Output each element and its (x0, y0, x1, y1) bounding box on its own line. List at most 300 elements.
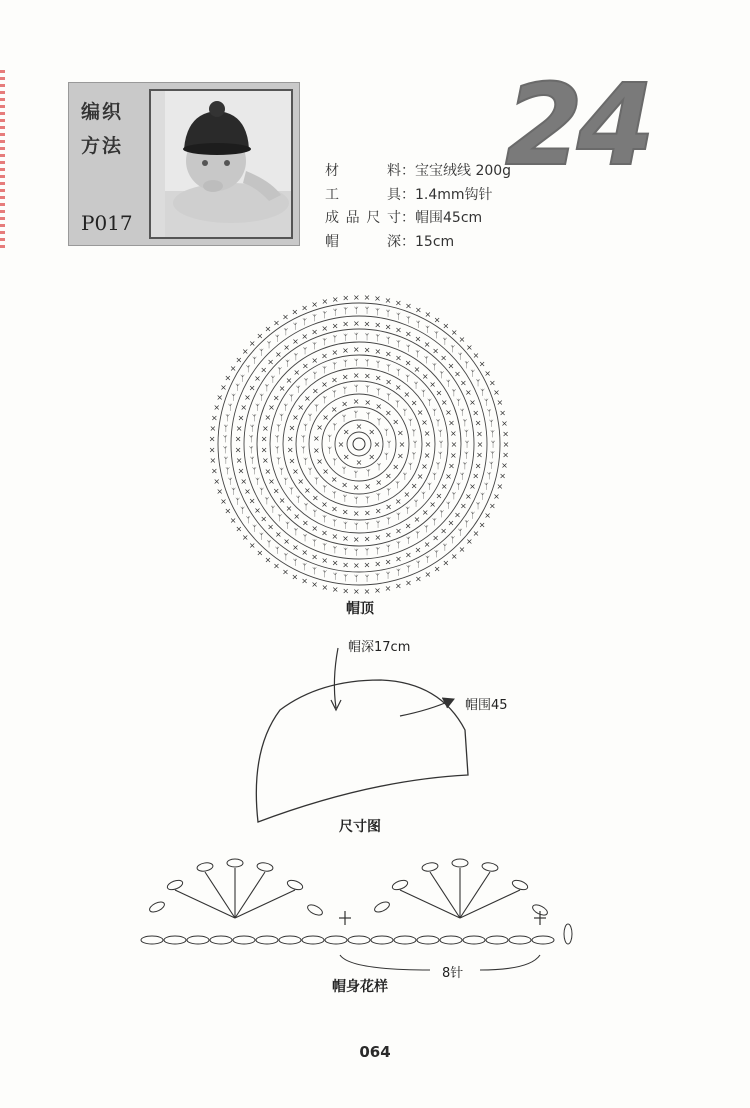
stitch-mark: ᛉ (434, 330, 439, 340)
stitch-mark: × (450, 429, 457, 439)
stitch-mark: ᛉ (225, 413, 231, 423)
spec-key: 材 料 (325, 163, 401, 179)
stitch-mark: × (394, 581, 402, 591)
stitch-mark: × (220, 383, 227, 393)
stitch-mark: ᛉ (342, 385, 348, 395)
stitch-mark: ᛉ (341, 414, 347, 424)
stitch-mark: × (447, 518, 455, 528)
stitch-mark: ᛉ (413, 498, 419, 508)
stitch-mark: ᛉ (322, 395, 328, 405)
stitch-mark: ᛉ (279, 413, 284, 423)
stitch-mark: ᛉ (279, 466, 284, 476)
stitch-mark: × (288, 423, 296, 433)
stitch-mark: × (421, 371, 429, 381)
stitch-mark: ᛉ (425, 555, 430, 565)
stitch-mark: × (244, 393, 251, 403)
stitch-mark: × (502, 450, 509, 460)
stitch-mark: × (235, 423, 243, 433)
stitch-mark: × (272, 393, 280, 403)
stitch-mark: ᛉ (402, 471, 408, 481)
stitch-mark: × (440, 398, 448, 408)
stitch-mark: ᛉ (341, 465, 347, 475)
stitch-mark: × (216, 486, 224, 496)
stitch-mark: × (363, 508, 371, 518)
stitch-mark: × (322, 412, 329, 422)
stitch-mark: × (465, 342, 473, 352)
stitch-mark: × (429, 379, 436, 389)
stitch-mark: × (244, 486, 251, 496)
stitch-mark: ᛉ (364, 358, 370, 368)
stitch-mark: ᛉ (432, 517, 437, 527)
stitch-mark: × (313, 445, 320, 455)
stitch-mark: × (440, 526, 447, 536)
stitch-mark: ᛉ (302, 533, 308, 543)
spec-key: 成 品 尺 寸 (325, 210, 401, 226)
stitch-mark: × (355, 458, 363, 467)
stitch-mark: ᛉ (353, 573, 359, 583)
spec-key: 帽 深 (325, 233, 401, 250)
stitch-mark: × (423, 451, 431, 461)
stitch-mark: × (264, 324, 272, 334)
stitch-mark: × (469, 398, 476, 408)
stitch-mark: × (352, 293, 360, 303)
stitch-mark: ᛉ (475, 501, 481, 511)
stitch-mark: ᛉ (322, 569, 328, 579)
stitch-mark: × (208, 434, 216, 444)
stitch-mark: ᛉ (457, 352, 463, 362)
stitch-mark: ᛉ (375, 519, 381, 529)
stitch-mark: × (321, 323, 329, 333)
stitch-mark: × (209, 424, 217, 434)
stitch-mark: × (297, 403, 305, 413)
stitch-mark: × (450, 552, 458, 562)
stitch-mark: ᛉ (353, 306, 359, 316)
stitch-mark: × (241, 533, 249, 543)
stitch-mark: × (302, 518, 309, 528)
stitch-mark: × (321, 351, 328, 361)
stitch-mark: × (394, 298, 402, 308)
stitch-mark: ᛉ (438, 440, 444, 449)
stitch-mark: ᛉ (300, 434, 306, 444)
stitch-mark: × (478, 359, 486, 369)
stitch-mark: ᛉ (322, 337, 328, 347)
stitch-mark: ᛉ (303, 423, 308, 433)
stitch-mark: ᛉ (223, 424, 229, 434)
stitch-mark: ᛉ (457, 527, 463, 537)
stitch-mark: × (352, 319, 360, 329)
stitch-mark: ᛉ (314, 476, 319, 486)
chain-loop (391, 879, 409, 892)
stitch-mark: × (229, 515, 237, 525)
stitch-mark: × (423, 540, 431, 550)
stitch-mark: × (352, 534, 360, 544)
stitch-mark: ᛉ (475, 378, 481, 388)
stitch-mark: × (440, 353, 447, 363)
stitch-mark: × (234, 445, 242, 455)
stitch-mark: ᛉ (423, 355, 429, 365)
stitch-mark: × (301, 576, 308, 586)
specs-list (325, 160, 511, 254)
stitch-mark: ᛉ (386, 516, 391, 526)
crown-ring (322, 404, 396, 481)
spec-row: 帽 深 ： 15cm (325, 231, 511, 255)
stitch-mark: × (241, 346, 249, 356)
stitch-mark: × (423, 339, 431, 349)
stitch-mark: ᛉ (302, 562, 308, 572)
stitch-mark: × (234, 434, 242, 444)
stitch-mark: × (474, 418, 482, 428)
crown-ring (270, 355, 448, 536)
stitch-mark: × (268, 476, 275, 486)
spec-key: 工 具 (325, 186, 401, 203)
stitch-mark: ᛉ (295, 495, 301, 505)
chain-loop (481, 862, 498, 873)
stitch-mark: ᛉ (322, 310, 328, 320)
stitch-mark: × (291, 307, 299, 317)
stitch-mark: × (274, 530, 282, 540)
stitch-mark: × (394, 496, 402, 506)
stitch-mark: ᛉ (405, 536, 411, 546)
stitch-mark: ᛉ (456, 481, 461, 491)
stitch-mark: × (278, 495, 286, 505)
stitch-mark: ᛉ (413, 381, 419, 391)
stitch-mark: ᛉ (464, 429, 469, 439)
stitch-mark: × (355, 422, 363, 431)
stitch-mark: ᛉ (450, 344, 456, 354)
chain-stitch (394, 936, 416, 944)
stitch-mark: ᛉ (227, 403, 233, 413)
stitch-mark: × (416, 407, 424, 417)
stitch-mark: × (385, 530, 392, 540)
stitch-mark: × (374, 506, 382, 516)
stitch-mark: ᛉ (364, 332, 370, 342)
stitch-mark: ᛉ (235, 496, 241, 506)
stitch-mark: ᛉ (456, 398, 461, 408)
stitch-mark: × (374, 373, 382, 383)
stitch-mark: × (216, 393, 224, 403)
stitch-mark: × (368, 452, 376, 462)
chain-stitch (256, 936, 278, 944)
stitch-mark: ᛉ (405, 373, 411, 383)
stitch-mark: × (292, 412, 299, 422)
stitch-mark: × (292, 337, 299, 347)
stitch-mark: × (301, 331, 309, 341)
stitch-mark: ᛉ (365, 495, 370, 505)
stitch-mark: ᛉ (259, 486, 265, 496)
stitch-mark: × (458, 335, 466, 345)
stitch-mark: × (292, 467, 299, 477)
stitch-mark: × (268, 403, 275, 413)
stitch-mark: ᛉ (274, 546, 280, 556)
stitch-mark: × (424, 569, 432, 579)
stitch-mark: ᛉ (303, 456, 308, 466)
stitch-mark: ᛉ (437, 450, 443, 460)
stitch-mark: ᛉ (343, 332, 348, 342)
stitch-mark: ᛉ (396, 540, 401, 550)
stitch-mark: ᛉ (365, 411, 371, 421)
stitch-mark: × (394, 383, 402, 393)
stitch-mark: × (316, 457, 323, 467)
stitch-mark: × (459, 378, 467, 388)
stitch-mark: ᛉ (245, 364, 251, 374)
stitch-mark: × (260, 514, 268, 524)
stitch-mark: × (442, 321, 450, 331)
stitch-mark: ᛉ (451, 388, 457, 398)
stitch-mark: ᛉ (395, 568, 401, 578)
stitch-mark: × (311, 580, 318, 590)
stitch-mark: ᛉ (327, 446, 333, 456)
stitch-mark: × (464, 388, 472, 398)
chain-stitch (279, 936, 301, 944)
stitch-mark: × (248, 496, 256, 506)
stitch-mark: × (229, 364, 237, 374)
stitch-mark: ᛉ (415, 560, 421, 570)
stitch-mark: × (472, 351, 480, 361)
stitch-mark: × (254, 505, 261, 515)
stitch-mark: × (445, 471, 452, 481)
stitch-mark: × (293, 368, 301, 378)
chain-loop (511, 879, 529, 892)
stitch-mark: × (267, 522, 274, 532)
stitch-mark: × (285, 375, 293, 385)
stitch-mark: × (374, 294, 381, 304)
stitch-mark: × (489, 378, 496, 388)
stitch-mark: ᛉ (300, 445, 306, 455)
stitch-mark: ᛉ (302, 317, 308, 327)
stitch-mark: × (398, 440, 406, 449)
stitch-mark: ᛉ (277, 366, 283, 376)
stitch-mark: × (321, 380, 328, 390)
stitch-mark: ᛉ (439, 509, 445, 519)
stitch-mark: × (311, 355, 319, 365)
stitch-mark: × (342, 560, 349, 570)
stitch-mark: ᛉ (342, 359, 348, 369)
stitch-mark: × (321, 582, 329, 592)
stitch-mark: × (432, 346, 439, 356)
stitch-mark: × (421, 418, 428, 428)
stitch-mark: × (321, 297, 329, 307)
stitch-mark: × (410, 398, 418, 408)
stitch-mark: ᛉ (435, 461, 441, 471)
page-reference: P017 (81, 211, 133, 235)
stitch-mark: × (292, 542, 299, 552)
stitch-mark: ᛉ (386, 363, 391, 373)
stitch-mark: ᛉ (385, 570, 391, 580)
stitch-mark: × (374, 346, 382, 356)
stitch-mark: ᛉ (259, 393, 265, 403)
stitch-mark: × (450, 450, 457, 460)
stitch-mark: × (331, 321, 339, 331)
crown-ring (309, 394, 409, 494)
stitch-mark: × (264, 466, 272, 476)
stitch-mark: ᛉ (303, 502, 309, 512)
stitch-mark: ᛉ (490, 450, 495, 460)
stitch-mark: × (341, 399, 348, 409)
stitch-mark: × (321, 499, 328, 509)
stitch-mark: ᛉ (425, 324, 430, 334)
stitch-mark: ᛉ (364, 521, 370, 531)
stitch-mark: × (363, 371, 371, 381)
stitch-mark: × (363, 534, 371, 544)
stitch-mark: × (423, 428, 431, 438)
stitch-mark: × (364, 482, 372, 492)
stitch-mark: × (264, 413, 272, 423)
stitch-mark: ᛉ (252, 356, 257, 366)
stitch-mark: ᛉ (342, 494, 348, 504)
stitch-mark: ᛉ (353, 410, 359, 420)
stitch-mark: × (429, 500, 436, 510)
stitch-mark: ᛉ (464, 519, 470, 529)
stitch-mark: ᛉ (462, 461, 468, 471)
stitch-mark: × (220, 496, 227, 506)
stitch-mark: ᛉ (442, 542, 448, 552)
stitch-mark: × (454, 369, 461, 379)
body-stitch-pattern (140, 850, 580, 990)
stitch-mark: ᛉ (353, 547, 359, 557)
stitch-mark: ᛉ (307, 467, 313, 477)
stitch-mark: × (264, 555, 272, 565)
stitch-mark: ᛉ (307, 412, 313, 422)
stitch-mark: ᛉ (490, 440, 496, 449)
stitch-mark: ᛉ (248, 434, 254, 444)
stitch-mark: × (213, 476, 221, 486)
stitch-mark: × (331, 348, 339, 358)
stitch-mark: ᛉ (312, 370, 318, 380)
chain-loop (227, 859, 243, 867)
body-caption: 帽身花样 (332, 979, 388, 995)
spec-value: 1.4mm钩针 (415, 186, 493, 203)
stitch-mark: × (248, 338, 256, 348)
stitch-mark: × (405, 550, 412, 560)
stitch-mark: × (342, 452, 350, 462)
stitch-mark: × (313, 434, 320, 444)
chain-stitch (463, 936, 485, 944)
stitch-mark: × (286, 445, 294, 455)
stitch-mark: × (484, 368, 491, 378)
stitch-mark: × (384, 295, 392, 305)
stitch-mark: ᛉ (432, 472, 437, 482)
stitch-mark: × (352, 345, 360, 355)
stitch-mark: × (291, 572, 299, 582)
stitch-mark: ᛉ (293, 352, 299, 362)
stitch-mark: × (478, 520, 486, 530)
spec-value: 15cm (415, 233, 455, 250)
stitch-mark: × (224, 373, 232, 383)
stitch-mark: × (374, 559, 382, 569)
stitch-mark: × (293, 511, 301, 521)
stitch-mark: ᛉ (312, 313, 317, 323)
stitch-mark: ᛉ (395, 480, 400, 490)
stitch-mark: × (469, 481, 476, 491)
stitch-mark: ᛉ (385, 309, 391, 319)
stitch-mark: × (458, 544, 466, 554)
stitch-mark: × (302, 361, 309, 371)
stitch-mark: ᛉ (402, 408, 408, 418)
stitch-mark: × (447, 361, 455, 371)
repeat-bracket-right (480, 955, 540, 970)
stitch-mark: ᛉ (283, 476, 289, 486)
stitch-mark: × (342, 427, 350, 437)
stitch-mark: × (341, 480, 348, 490)
stitch-mark: × (301, 303, 308, 313)
stitch-mark: ᛉ (274, 445, 280, 455)
stitch-mark: × (373, 440, 381, 449)
stitch-mark: × (240, 403, 248, 413)
stitch-mark: × (403, 489, 411, 499)
stitch-mark: ᛉ (331, 389, 337, 399)
header-box (68, 82, 300, 246)
crown-caption: 帽顶 (346, 601, 374, 617)
stitch-mark: × (267, 357, 274, 367)
stitch-mark: × (450, 327, 458, 337)
stitch-mark: ᛉ (395, 399, 400, 409)
stitch-mark: ᛉ (240, 373, 245, 383)
stitch-mark: × (342, 293, 350, 303)
stitch-mark: × (414, 545, 422, 555)
stitch-mark: ᛉ (386, 392, 392, 402)
stitch-mark: × (209, 455, 217, 465)
chain-stitch (486, 936, 508, 944)
stitch-mark: × (283, 343, 290, 353)
stitch-mark: ᛉ (490, 429, 495, 439)
chain-loop (373, 900, 391, 914)
stitch-mark: ᛉ (353, 384, 359, 394)
stitch-mark: ᛉ (353, 332, 359, 342)
chain-stitch (141, 936, 163, 944)
stitch-mark: ᛉ (451, 491, 457, 501)
stitch-mark: × (435, 388, 443, 398)
stitch-mark: × (297, 476, 305, 486)
stitch-mark: × (474, 461, 482, 471)
stitch-mark: × (260, 365, 268, 375)
chain-stitch (371, 936, 393, 944)
stitch-mark: × (405, 329, 412, 339)
stitch-mark: ᛉ (255, 476, 260, 486)
stitch-mark: × (476, 440, 484, 449)
stitch-mark: × (385, 349, 392, 359)
stitch-mark: × (375, 401, 383, 411)
stitch-mark: ᛉ (384, 427, 389, 437)
stitch-mark: ᛉ (292, 557, 298, 567)
stitch-mark: × (397, 428, 404, 438)
stitch-mark: ᛉ (480, 388, 485, 398)
stitch-mark: ᛉ (266, 340, 272, 350)
stitch-mark: ᛉ (264, 383, 270, 393)
stitch-mark: × (331, 531, 339, 541)
stitch-mark: × (272, 486, 280, 496)
stitch-mark: ᛉ (364, 547, 370, 557)
stitch-mark: × (363, 319, 371, 329)
stitch-mark: ᛉ (406, 315, 411, 325)
stitch-mark: × (404, 521, 412, 531)
chain-stitch (417, 936, 439, 944)
stitch-mark: × (363, 345, 371, 355)
stitch-mark: ᛉ (276, 456, 282, 466)
stitch-mark: ᛉ (442, 337, 448, 347)
stitch-mark: ᛉ (364, 573, 370, 583)
hat-outline (256, 680, 468, 822)
stitch-mark: × (421, 461, 428, 471)
stitch-mark: ᛉ (353, 495, 359, 505)
depth-label: 帽深17cm (348, 640, 411, 655)
stitch-mark: × (450, 440, 458, 449)
stitch-mark: × (363, 560, 371, 570)
stitch-mark: ᛉ (459, 471, 465, 481)
stitch-mark: ᛉ (332, 457, 338, 467)
stitch-mark: × (414, 574, 422, 584)
stitch-mark: × (374, 320, 382, 330)
stitch-mark: × (321, 556, 329, 566)
